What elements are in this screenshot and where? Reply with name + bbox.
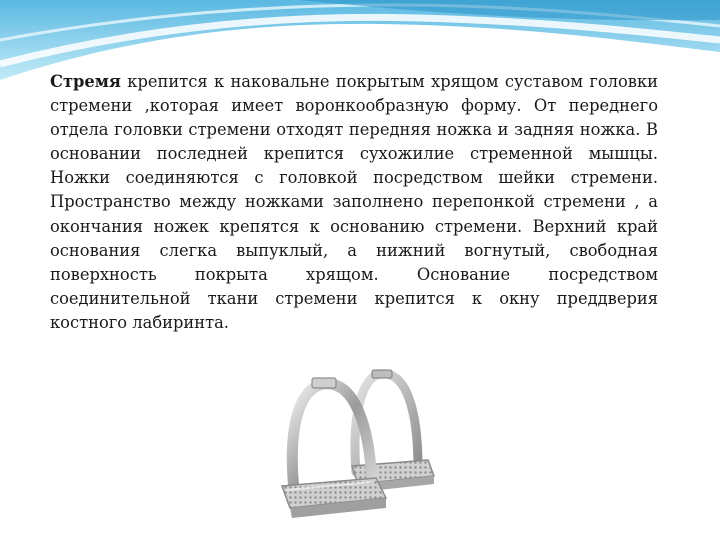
stirrup-icon — [268, 340, 444, 530]
description-text: крепится к наковальне покрытым хрящом суставом головки стремени ,которая имеет воронкообразную форму. От переднего отдела головки стремени отходят передняя ножка и задняя ножка. В основании последней крепится сухожилие стременной мышцы. Ножки соединяются с головкой посредством шейки стремени. Пространство между ножками заполнено перепонкой стремени , а окончания ножек крепятся к основанию стремени. Верхний край основания слегка выпуклый, а нижний вогнутый, свободная поверхность покрыта хрящом. Основание посредством соединительной ткани стремени крепится к окну преддверия костного лабиринта. — [50, 72, 658, 332]
term-label: Стремя — [50, 72, 121, 91]
stirrup-description — [50, 70, 658, 335]
